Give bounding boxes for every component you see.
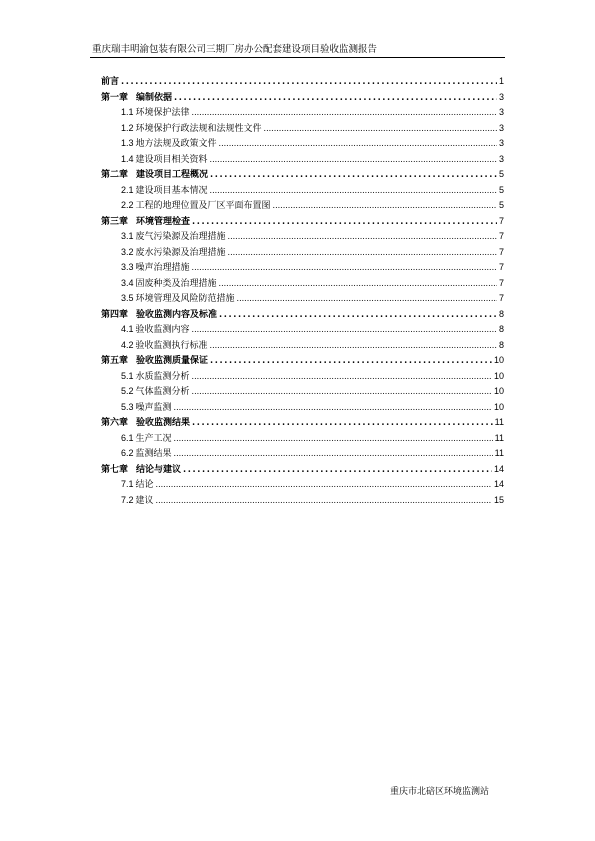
toc-dot-leader — [228, 245, 497, 261]
toc-entry-page-number: 8 — [498, 308, 504, 319]
toc-entry-page-number: 7 — [498, 215, 504, 226]
toc-dot-leader — [174, 431, 493, 447]
toc-dot-leader — [192, 105, 497, 121]
toc-entry-page-number: 14 — [493, 479, 504, 489]
toc-entry-number: 1.4 — [121, 153, 134, 164]
toc-dot-leader — [192, 260, 497, 276]
toc-dot-leader — [228, 229, 497, 245]
toc-entry-title: 气体监测分析 — [135, 387, 190, 397]
toc-dot-leader — [192, 322, 497, 338]
toc-section-entry[interactable] — [101, 105, 504, 121]
toc-section-entry[interactable] — [101, 384, 504, 400]
toc-entry-number: 2.1 — [121, 184, 134, 195]
toc-section-entry[interactable] — [101, 400, 504, 416]
toc-entry-number: 7.2 — [121, 494, 134, 505]
toc-section-entry[interactable] — [101, 431, 504, 447]
toc-entry-number: 4.2 — [121, 339, 134, 350]
toc-dot-leader — [219, 308, 497, 324]
toc-entry-page-number: 10 — [493, 370, 504, 381]
toc-section-entry[interactable] — [101, 322, 504, 338]
toc-dot-leader — [192, 416, 493, 432]
toc-entry-title: 环境保护行政法规和法规性文件 — [135, 123, 262, 134]
toc-entry-title: 结论 — [135, 480, 154, 490]
toc-entry-title: 环境管理及风险防范措施 — [135, 294, 235, 304]
toc-entry-page-number: 3 — [498, 138, 504, 148]
toc-section-entry[interactable] — [101, 493, 504, 509]
toc-entry-title: 建设项目工程概况 — [136, 170, 209, 180]
toc-chapter-entry[interactable] — [101, 307, 504, 323]
toc-section-entry[interactable] — [101, 152, 504, 168]
toc-entry-number: 5.3 — [121, 401, 134, 412]
toc-entry-number: 4.1 — [121, 324, 134, 334]
toc-entry-page-number: 5 — [498, 200, 504, 210]
toc-dot-leader — [264, 121, 497, 137]
toc-dot-leader — [174, 91, 497, 107]
toc-dot-leader — [219, 136, 497, 152]
toc-dot-leader — [210, 354, 492, 370]
toc-entry-title: 编制依据 — [136, 92, 173, 103]
toc-entry-number: 3.3 — [121, 262, 134, 272]
toc-dot-leader — [156, 477, 492, 493]
toc-entry-number: 7.1 — [121, 479, 134, 489]
toc-dot-leader — [210, 338, 497, 354]
toc-dot-leader — [174, 400, 492, 416]
toc-chapter-entry[interactable] — [101, 167, 504, 183]
header-rule — [90, 57, 505, 58]
toc-entry-number: 1.2 — [121, 122, 134, 133]
toc-chapter-entry[interactable] — [101, 214, 504, 230]
toc-dot-leader — [210, 168, 497, 184]
toc-chapter-entry[interactable] — [101, 462, 504, 478]
toc-section-entry[interactable] — [101, 446, 504, 462]
toc-entry-page-number: 3 — [498, 107, 504, 117]
toc-entry-number: 6.2 — [121, 448, 134, 458]
toc-entry-title: 验收监测内容及标准 — [136, 309, 218, 320]
toc-entry-page-number: 8 — [498, 324, 504, 334]
toc-entry-number: 1.1 — [121, 107, 134, 117]
toc-entry-title: 验收监测结果 — [136, 418, 191, 428]
toc-entry-number: 3.4 — [121, 277, 134, 288]
toc-entry-title: 噪声监测 — [135, 402, 172, 413]
toc-entry-page-number: 10 — [493, 401, 504, 412]
toc-entry-title: 前言 — [101, 77, 120, 87]
toc-entry-title: 水质监测分析 — [135, 371, 190, 382]
toc-entry-page-number: 3 — [498, 122, 504, 133]
toc-dot-leader — [219, 276, 497, 292]
toc-entry-title: 环境保护法律 — [135, 108, 190, 118]
toc-dot-leader — [210, 152, 497, 168]
toc-section-entry[interactable] — [101, 338, 504, 354]
toc-section-entry[interactable] — [101, 369, 504, 385]
toc-dot-leader — [183, 463, 492, 479]
toc-entry-number: 第七章 — [101, 464, 129, 475]
toc-entry-page-number: 3 — [498, 153, 504, 164]
toc-entry-page-number: 11 — [494, 432, 504, 443]
toc-entry-title: 环境管理检查 — [136, 216, 191, 227]
toc-dot-leader — [192, 384, 492, 400]
toc-entry-title: 验收监测质量保证 — [136, 356, 209, 366]
toc-section-entry[interactable] — [101, 276, 504, 292]
toc-entry-title: 生产工况 — [135, 433, 172, 444]
toc-entry-title: 建设项目基本情况 — [135, 185, 208, 196]
toc-entry-page-number: 1 — [498, 76, 504, 86]
toc-entry-number: 5.1 — [121, 370, 134, 381]
toc-entry-page-number: 7 — [498, 277, 504, 288]
toc-entry-number: 1.3 — [121, 138, 134, 148]
toc-entry-number: 3.1 — [121, 231, 134, 241]
toc-chapter-entry[interactable] — [101, 90, 504, 106]
toc-entry-number: 第三章 — [101, 216, 129, 227]
toc-section-entry[interactable] — [101, 198, 504, 214]
toc-entry-number: 第一章 — [101, 92, 129, 103]
toc-entry-page-number: 5 — [498, 184, 504, 195]
toc-entry-page-number: 7 — [498, 293, 504, 303]
toc-entry-title: 地方法规及政策文件 — [135, 139, 217, 149]
toc-entry-title: 固废种类及治理措施 — [135, 278, 217, 289]
toc-entry-title: 建议 — [135, 495, 154, 506]
toc-entry-title: 工程的地理位置及厂区平面布置图 — [135, 201, 271, 211]
toc-entry-title: 验收监测执行标准 — [135, 340, 208, 351]
toc-dot-leader — [174, 446, 493, 462]
toc-chapter-entry[interactable] — [101, 415, 504, 431]
toc-entry-title: 废水污染源及治理措施 — [135, 247, 226, 258]
toc-entry-page-number: 7 — [498, 246, 504, 257]
toc-entry-title: 监测结果 — [135, 449, 172, 459]
toc-dot-leader — [121, 75, 497, 91]
toc-section-entry[interactable] — [101, 260, 504, 276]
toc-entry-title: 结论与建议 — [136, 464, 182, 475]
toc-entry-page-number: 10 — [493, 386, 504, 396]
toc-entry-page-number: 14 — [493, 463, 504, 474]
toc-entry-page-number: 8 — [498, 339, 504, 350]
toc-entry-number: 第二章 — [101, 170, 129, 180]
toc-section-entry[interactable] — [101, 136, 504, 152]
toc-entry-number: 3.5 — [121, 293, 134, 303]
toc-entry-page-number: 11 — [494, 417, 504, 427]
toc-entry-page-number: 15 — [493, 494, 504, 505]
toc-entry-number: 2.2 — [121, 200, 134, 210]
toc-entry-page-number: 5 — [498, 169, 504, 179]
toc-dot-leader — [156, 493, 492, 509]
toc-entry-number: 第五章 — [101, 356, 129, 366]
toc-entry-title: 废气污染源及治理措施 — [135, 232, 226, 242]
toc-dot-leader — [210, 183, 497, 199]
toc-entry-page-number: 7 — [498, 262, 504, 272]
toc-entry-title: 噪声治理措施 — [135, 263, 190, 273]
toc-dot-leader — [237, 291, 497, 307]
toc-entry-page-number: 3 — [498, 91, 504, 102]
toc-entry-title: 建设项目相关资料 — [135, 154, 208, 165]
toc-entry-page-number: 11 — [494, 448, 504, 458]
toc-chapter-entry[interactable] — [101, 353, 504, 369]
toc-entry-number: 6.1 — [121, 432, 134, 443]
toc-section-entry[interactable] — [101, 229, 504, 245]
toc-entry-number: 第四章 — [101, 309, 129, 320]
toc-entry-page-number: 7 — [498, 231, 504, 241]
toc-dot-leader — [273, 198, 497, 214]
toc-section-entry[interactable] — [101, 121, 504, 137]
toc-section-entry[interactable] — [101, 183, 504, 199]
toc-dot-leader — [192, 215, 497, 231]
running-header: 重庆瑞丰明渝包装有限公司三期厂房办公配套建设项目验收监测报告 — [92, 44, 378, 55]
footer-organization: 重庆市北碚区环境监测站 — [390, 787, 490, 797]
toc-entry-page-number: 10 — [493, 355, 504, 365]
toc-section-entry[interactable] — [101, 477, 504, 493]
toc-chapter-entry[interactable] — [101, 74, 504, 90]
toc-section-entry[interactable] — [101, 245, 504, 261]
toc-entry-number: 第六章 — [101, 418, 129, 428]
toc-dot-leader — [192, 369, 492, 385]
table-of-contents — [101, 74, 504, 508]
toc-entry-title: 验收监测内容 — [135, 325, 190, 335]
toc-section-entry[interactable] — [101, 291, 504, 307]
toc-entry-number: 5.2 — [121, 386, 134, 396]
toc-entry-number: 3.2 — [121, 246, 134, 257]
